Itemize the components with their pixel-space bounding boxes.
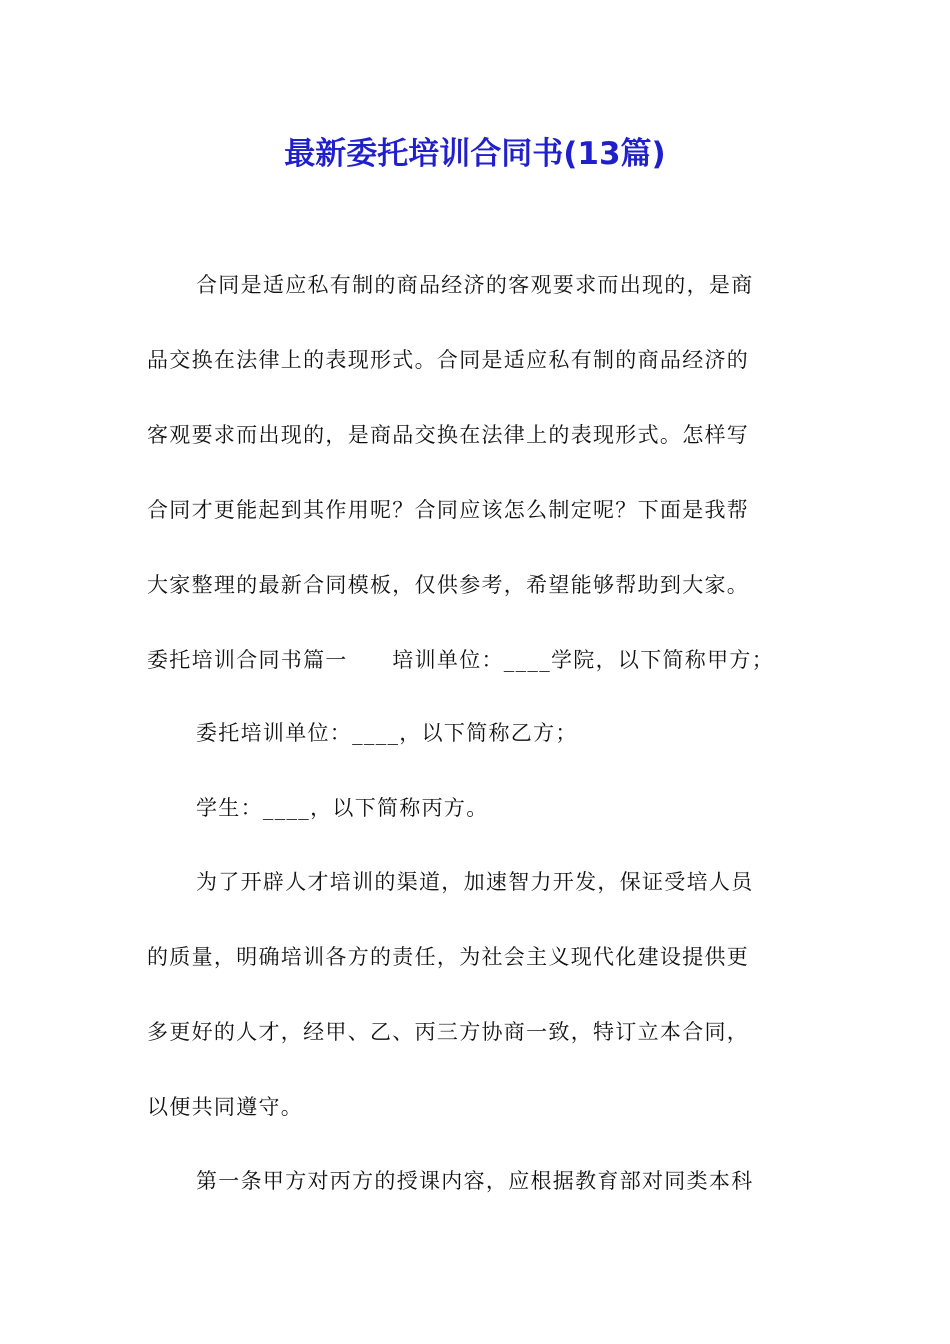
paragraph-line: 的质量，明确培训各方的责任，为社会主义现代化建设提供更 [147,945,750,969]
paragraph-line: 为了开辟人才培训的渠道，加速智力开发，保证受培人员 [196,870,754,894]
document-title: 最新委托培训合同书(13篇) [284,136,666,172]
paragraph-line: 第一条甲方对丙方的授课内容，应根据教育部对同类本科 [196,1169,754,1193]
paragraph-line: 委托培训合同书篇一 培训单位：____学院，以下简称甲方； [147,648,774,672]
paragraph-line: 学生：____，以下简称丙方。 [196,796,489,820]
paragraph-line: 委托培训单位：____，以下简称乙方； [196,721,578,745]
paragraph-line: 大家整理的最新合同模板，仅供参考，希望能够帮助到大家。 [147,573,750,597]
paragraph-line: 合同是适应私有制的商品经济的客观要求而出现的，是商 [196,273,754,297]
paragraph-line: 客观要求而出现的，是商品交换在法律上的表现形式。怎样写 [147,423,750,447]
paragraph-line: 品交换在法律上的表现形式。合同是适应私有制的商品经济的 [147,348,750,372]
paragraph-line: 合同才更能起到其作用呢？合同应该怎么制定呢？下面是我帮 [147,498,750,522]
paragraph-line: 以便共同遵守。 [147,1095,304,1119]
paragraph-line: 多更好的人才，经甲、乙、丙三方协商一致，特订立本合同， [147,1020,750,1044]
